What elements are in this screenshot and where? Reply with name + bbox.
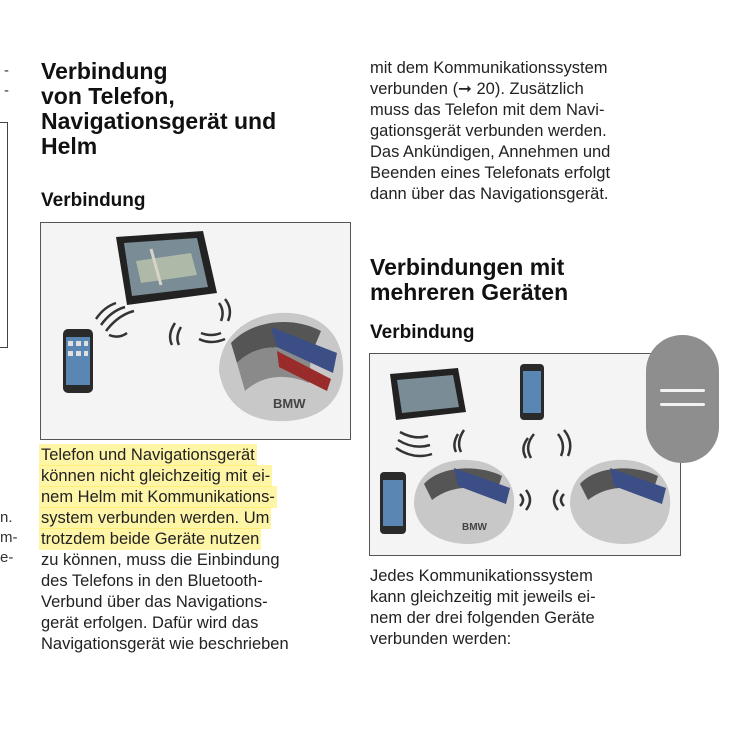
- figure-svg-2: [370, 354, 680, 555]
- figure-svg-1: [41, 223, 350, 439]
- highlight-line: trotzdem beide Geräte nutzen: [41, 530, 260, 548]
- scroll-handle-button[interactable]: [646, 335, 719, 463]
- left-fragment-bottom: n. m- e-: [0, 509, 18, 566]
- smartphone-icon: [63, 329, 93, 393]
- left-fragment-top: - -: [4, 62, 9, 99]
- paragraph-line: Verbund über das Navigations-: [41, 593, 268, 611]
- section-heading-phone-nav-helmet: Verbindung von Telefon, Navigationsgerät und Helm: [41, 58, 277, 159]
- connection-illustration-2: [369, 353, 681, 556]
- paragraph-multiple-devices: Jedes Kommunikationssystem kann gleichzeitig mit jeweils ei- nem der drei folgenden Geräte verbunden werden:: [370, 567, 596, 648]
- highlight-line: Telefon und Navigationsgerät: [41, 446, 255, 464]
- subheading-verbindung-2: Verbindung: [370, 322, 475, 343]
- highlight-line: system verbunden werden. Um: [41, 509, 270, 527]
- paragraph-line: des Telefons in den Bluetooth-: [41, 572, 263, 590]
- page-reference-link[interactable]: verbunden (➞ 20). Zusätzlich: [370, 80, 584, 98]
- helmet-icon: [570, 460, 670, 544]
- section-heading-multiple-devices: Verbindungen mit mehreren Geräten: [370, 254, 569, 305]
- helmet-brand-label: BMW: [273, 396, 306, 411]
- left-fragment-frame: [0, 122, 8, 348]
- subheading-verbindung-1: Verbindung: [41, 190, 146, 211]
- paragraph-line: Navigationsgerät wie beschrieben: [41, 635, 289, 653]
- smartphone-icon: [380, 472, 406, 534]
- navigation-device-icon: [390, 368, 466, 420]
- paragraph-line: zu können, muss die Einbindung: [41, 551, 280, 569]
- navigation-device-icon: [116, 231, 217, 305]
- smartphone-icon: [520, 364, 544, 420]
- paragraph-line: gerät erfolgen. Dafür wird das: [41, 614, 259, 632]
- helmet-icon: [414, 460, 514, 544]
- highlight-line: können nicht gleichzeitig mit ei-: [41, 467, 271, 485]
- paragraph-nav-connection-continued: mit dem Kommunikationssystem verbunden (➞ 20). Zusätzlich muss das Telefon mit dem Navi- gationsgerät verbunden werden. Das Ankündigen, Annehmen und Beenden eines Telefonats erfolgt dann über das Navigationsgerät.: [370, 58, 670, 205]
- paragraph-phone-nav-limitation: [41, 445, 341, 655]
- helmet-brand-label: BMW: [462, 522, 487, 533]
- connection-illustration-1: [40, 222, 351, 440]
- highlight-line: nem Helm mit Kommunikations-: [41, 488, 275, 506]
